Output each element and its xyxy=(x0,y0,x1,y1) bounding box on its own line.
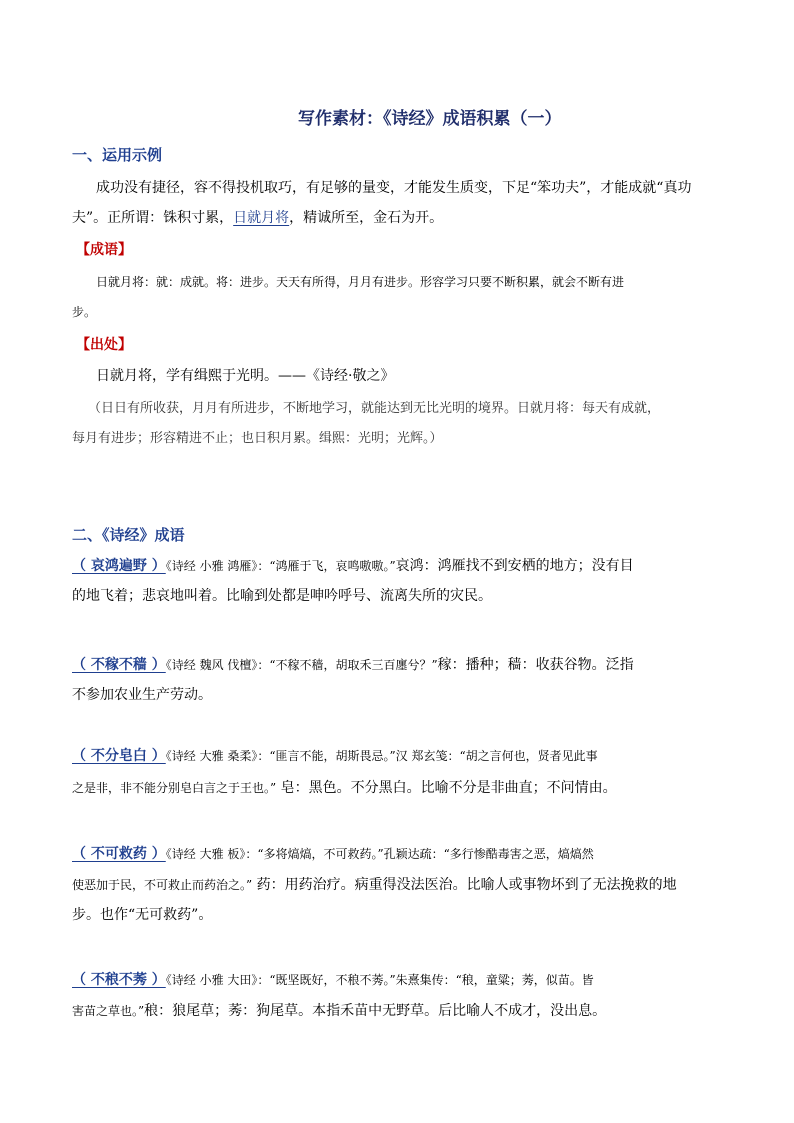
idiom-term[interactable]: （ 不稂不莠 ） xyxy=(72,972,166,988)
entry-line: 使恶加于民，不可救止而药治之。” 药：用药治疗。病重得没法医治。比喻人或事物坏到了无法挽救的地 xyxy=(72,877,677,893)
idiom-term[interactable]: （ 不可救药 ） xyxy=(72,846,166,862)
example-paragraph-line2 xyxy=(72,204,443,232)
example-text-pre: 夫”。正所谓：铢积寸累， xyxy=(72,210,234,226)
idiom-definition-line1: 日就月将：就：成就。将：进步。天天有所得，月月有进步。形容学习只要不断积累，就会不断有进 xyxy=(96,275,625,289)
entry-line: 步。也作“无可救药”。 xyxy=(72,907,213,923)
source-note-line2: 每月有进步；形容精进不止；也日积月累。缉熙：光明；光辉。） xyxy=(72,431,443,446)
idiom-term[interactable]: （ 哀鸿遍野 ） xyxy=(72,558,166,574)
example-text-post: ，精诚所至，金石为开。 xyxy=(289,210,444,226)
page-title: 写作素材：《诗经》成语积累（一） xyxy=(298,109,562,129)
entry-line: （ 不分皂白 ）《诗经 大雅 桑柔》：“匪言不能，胡斯畏忌。”汉 郑玄笺：“胡之言何也，贤者见此事 xyxy=(72,748,598,764)
entry-line: （ 不可救药 ）《诗经 大雅 板》：“多将熇熇，不可救药。”孔颖达疏：“多行惨酷毒害之恶，熇熇然 xyxy=(72,846,594,862)
entry-line: （ 不稂不莠 ）《诗经 小雅 大田》：“既坚既好，不稂不莠。”朱熹集传：“稂，童粱；莠，似苗。皆 xyxy=(72,972,594,988)
idiom-term[interactable]: （ 不分皂白 ） xyxy=(72,748,166,764)
entry-line: （ 不稼不穑 ）《诗经 魏风 伐檀》：“不稼不穑，胡取禾三百廛兮？”稼：播种；穑：收获谷物。泛指 xyxy=(72,657,634,673)
entry-line: 不参加农业生产劳动。 xyxy=(72,687,212,703)
example-idiom-link[interactable]: 日就月将 xyxy=(233,210,290,226)
entry-line: 的地飞着；悲哀地叫着。比喻到处都是呻吟呼号、流离失所的灾民。 xyxy=(72,588,492,604)
source-note-line1: （日日有所收获，月月有所进步，不断地学习，就能达到无比光明的境界。日就月将：每天有成就， xyxy=(88,401,661,416)
entry-line: 害苗之草也。”稂：狼尾草；莠：狗尾草。本指禾苗中无野草。后比喻人不成才，没出息。 xyxy=(72,1003,607,1019)
example-paragraph-line1: 成功没有捷径，容不得投机取巧，有足够的量变，才能发生质变，下足“笨功夫”，才能成就“真功 xyxy=(96,180,692,196)
tag-source: 【出处】 xyxy=(76,337,132,353)
idiom-definition-line2: 步。 xyxy=(72,305,97,319)
section-heading-examples: 一、运用示例 xyxy=(72,146,163,164)
entry-line: 之是非，非不能分别皂白言之于王也。” 皂：黑色。不分黑白。比喻不分是非曲直；不问情由。 xyxy=(72,780,617,796)
idiom-term[interactable]: （ 不稼不穑 ） xyxy=(72,657,166,673)
source-line: 日就月将，学有缉熙于光明。——《诗经·敬之》 xyxy=(96,368,395,384)
entry-line: （ 哀鸿遍野 ）《诗经 小雅 鸿雁》：“鸿雁于飞，哀鸣嗷嗷。”哀鸿：鸿雁找不到安栖的地方；没有目 xyxy=(72,558,634,574)
tag-idiom: 【成语】 xyxy=(76,242,132,258)
section-heading-idioms: 二、《诗经》成语 xyxy=(72,526,185,544)
